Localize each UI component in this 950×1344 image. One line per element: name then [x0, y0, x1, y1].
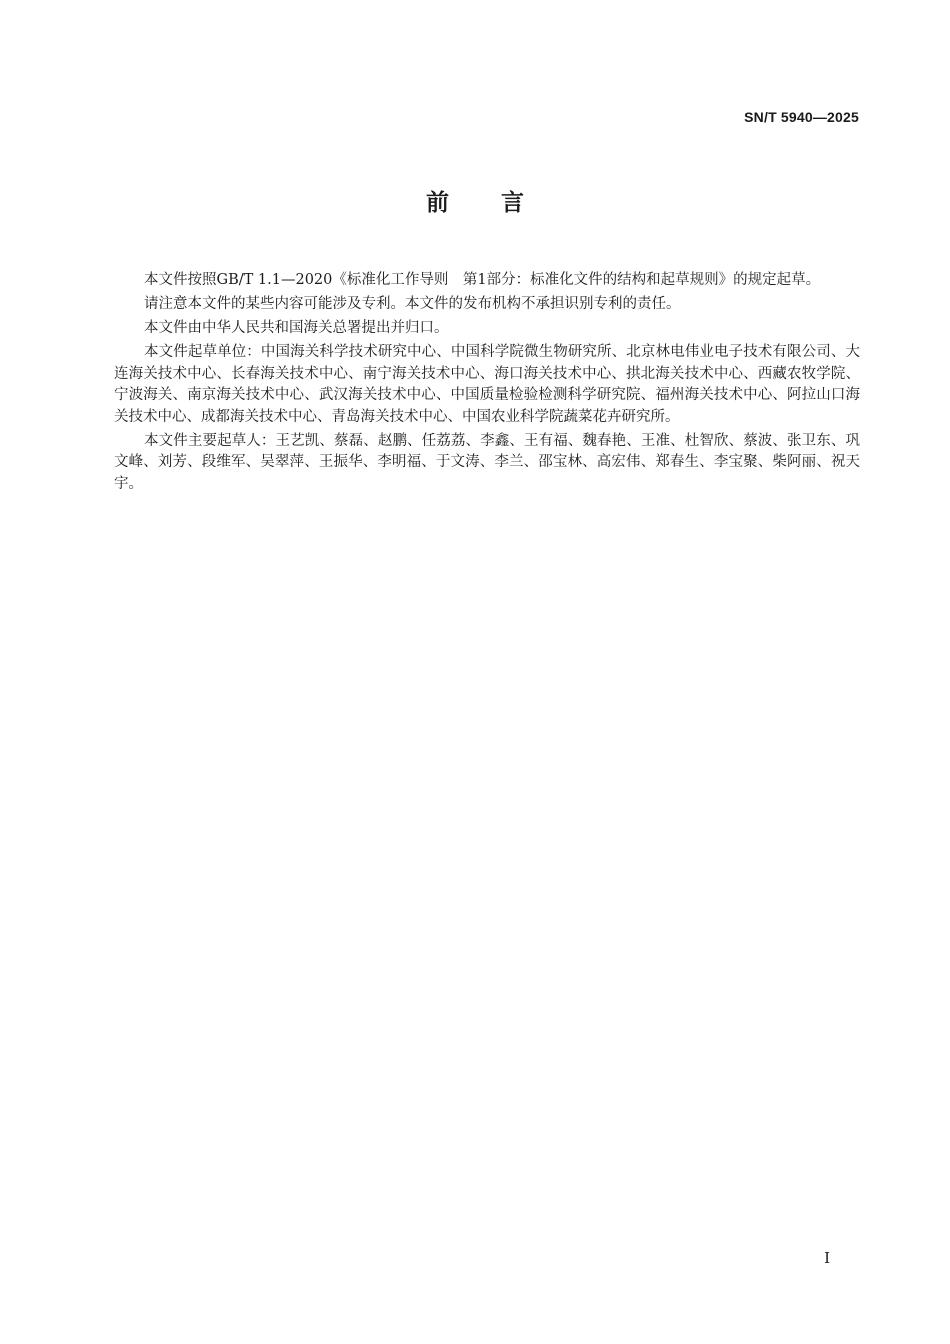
paragraph-proposer: 本文件由中华人民共和国海关总署提出并归口。: [144, 320, 449, 336]
paragraph-patent-notice: 请注意本文件的某些内容可能涉及专利。本文件的发布机构不承担识别专利的责任。: [144, 296, 681, 312]
foreword-body: [114, 270, 860, 498]
standard-code: SN/T 5940—2025: [744, 109, 859, 125]
page-title: 前言: [426, 190, 576, 216]
paragraph-drafting-units: 本文件起草单位：中国海关科学技术研究中心、中国科学院微生物研究所、北京林电伟业电子技术有限公司、大连海关技术中心、长春海关技术中心、南宁海关技术中心、海口海关技术中心、拱北海关技术中心、西藏农牧学院、宁波海关、南京海关技术中心、武汉海关技术中心、中国质量检验检测科学研究院、福州海关技术中心、阿拉山口海关技术中心、成都海关技术中心、青岛海关技术中心、中国农业科学院蔬菜花卉研究所。: [114, 344, 860, 425]
paragraph-drafters: 本文件主要起草人：王艺凯、蔡磊、赵鹏、任荔荔、李鑫、王有福、魏春艳、王准、杜智欣、蔡波、张卫东、巩文峰、刘芳、段维军、吴翠萍、王振华、李明福、于文涛、李兰、邵宝林、高宏伟、郑春生、李宝聚、柴阿丽、祝天宇。: [114, 432, 860, 492]
page-number: I: [824, 1249, 830, 1267]
paragraph-drafting-rules: 本文件按照GB/T 1.1—2020《标准化工作导则 第1部分：标准化文件的结构和起草规则》的规定起草。: [144, 272, 821, 288]
